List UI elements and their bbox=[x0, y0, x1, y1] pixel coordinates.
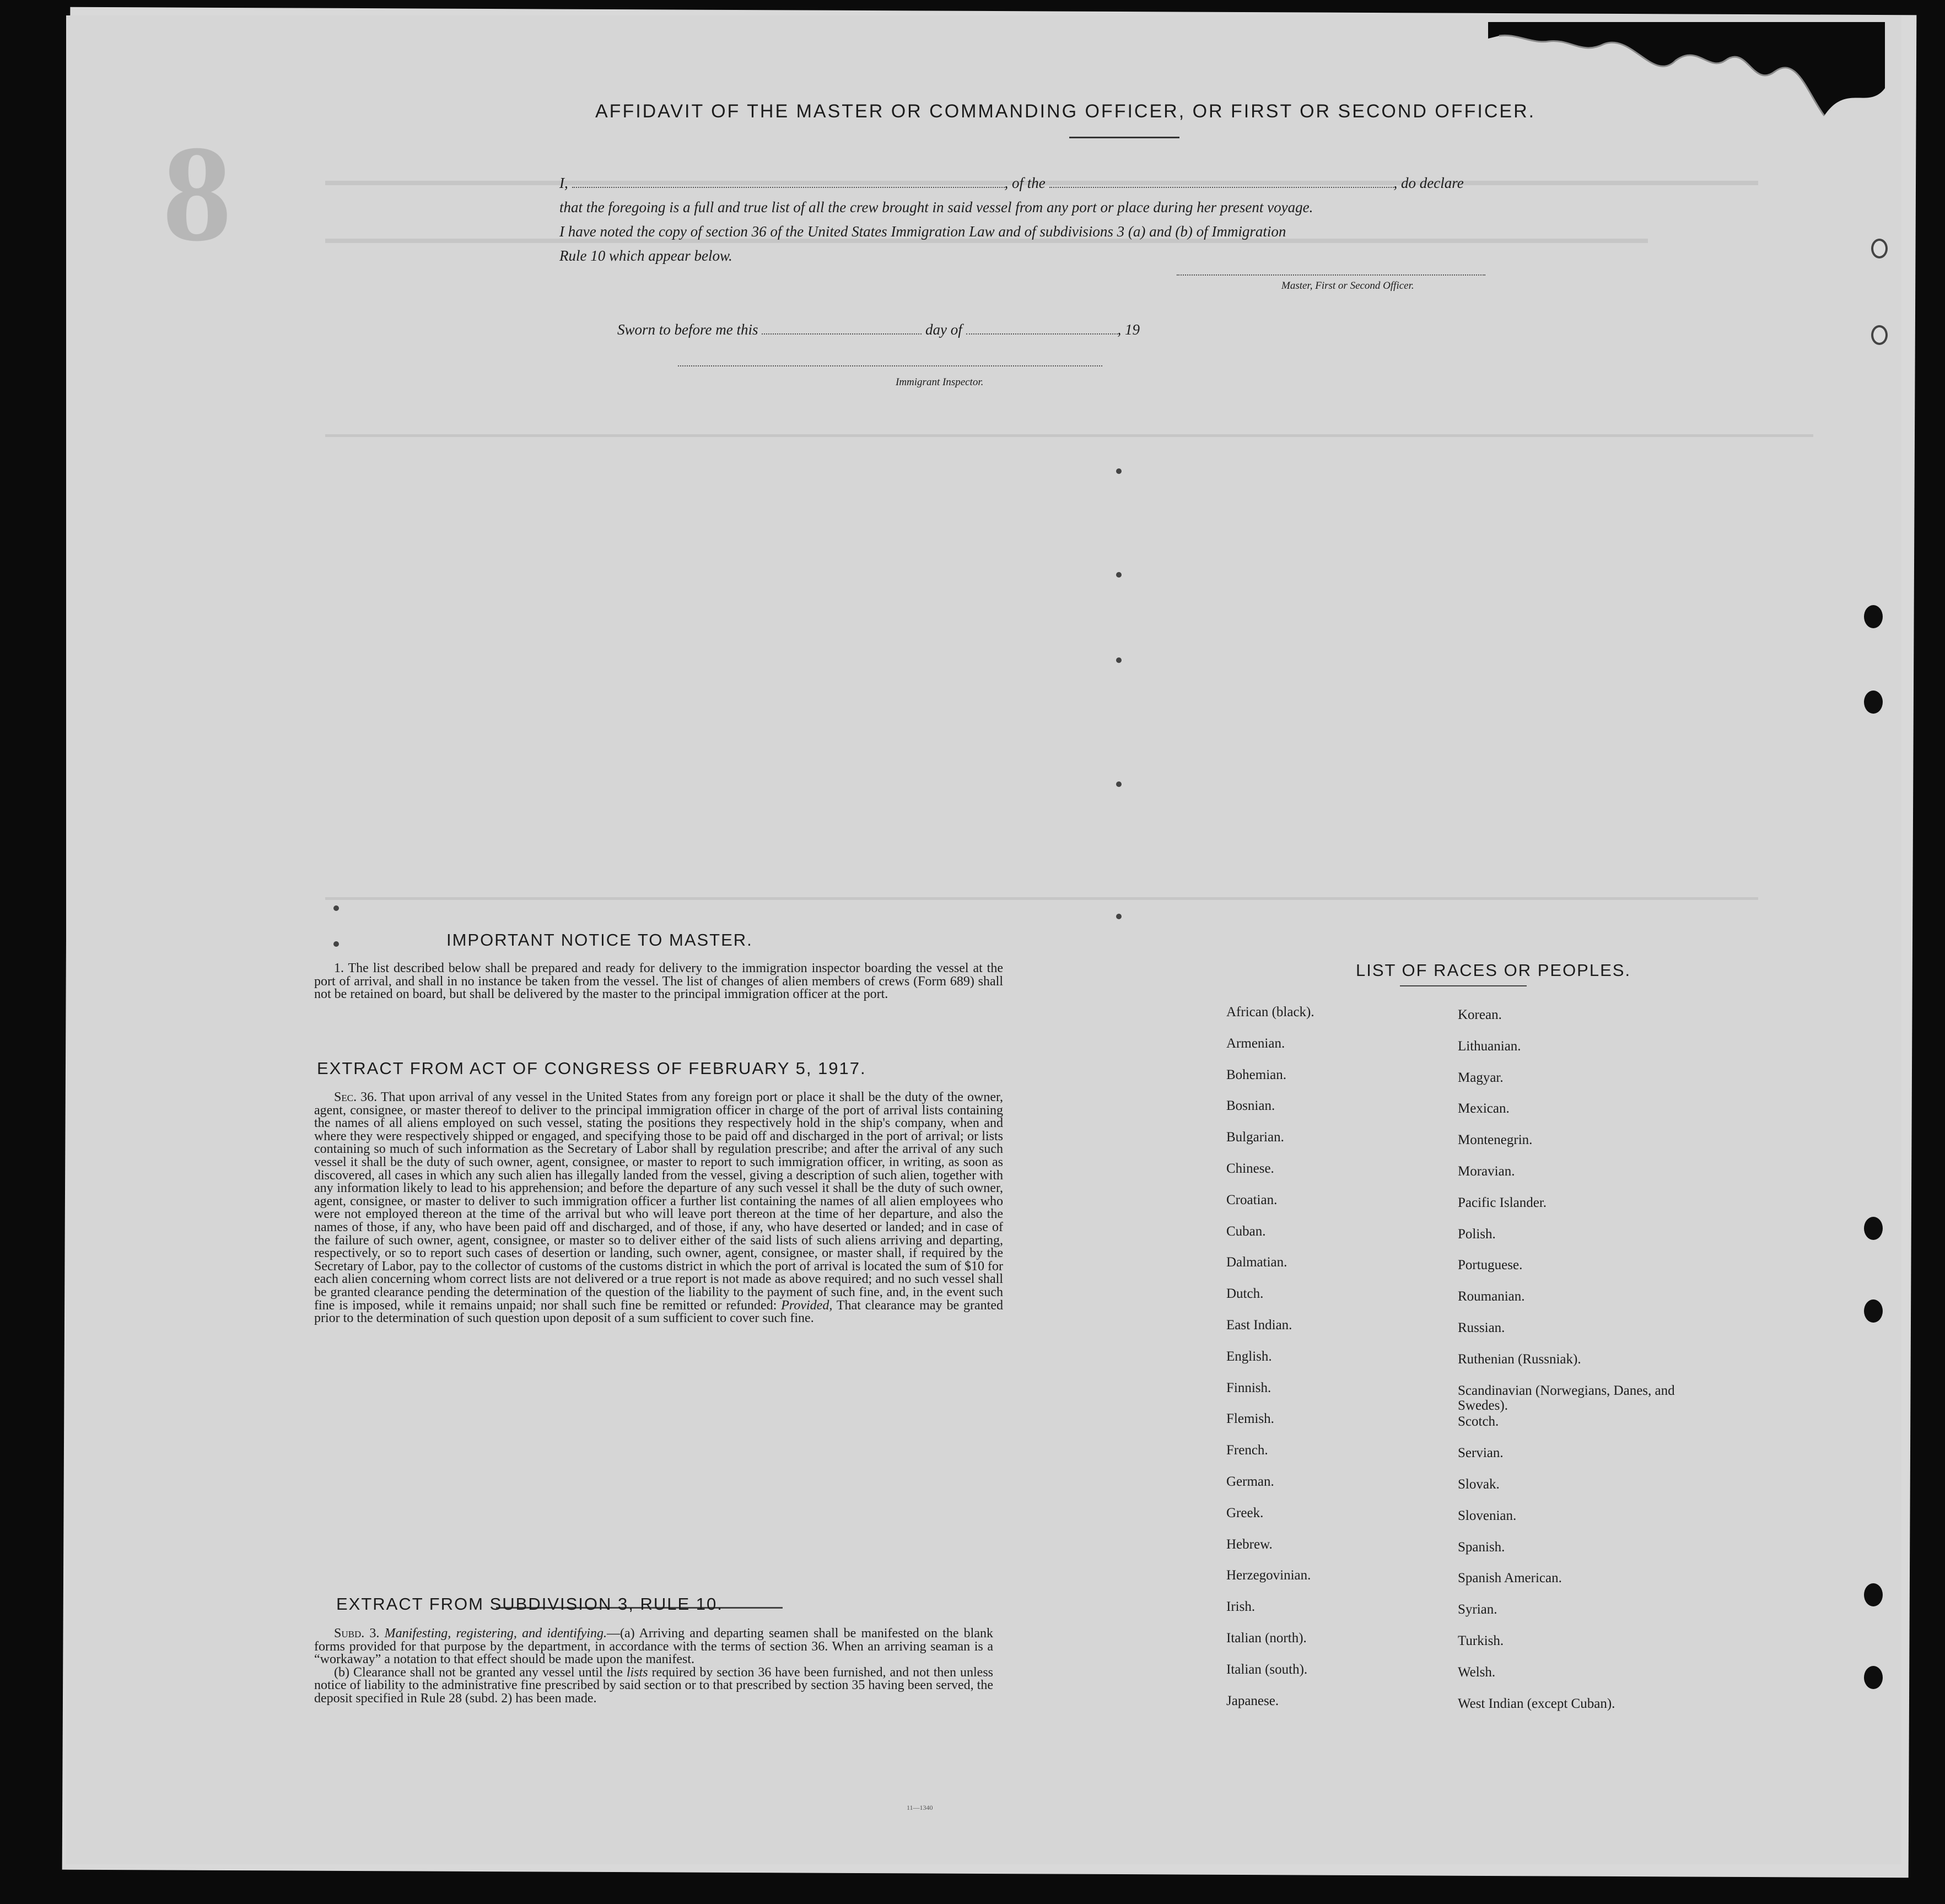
bleed-through-line bbox=[325, 434, 1813, 437]
race-item: Montenegrin. bbox=[1458, 1132, 1533, 1148]
race-item: Slovenian. bbox=[1458, 1508, 1517, 1523]
race-item: Japanese. bbox=[1226, 1693, 1279, 1708]
section-label: Sec. 36. bbox=[334, 1090, 378, 1104]
race-item: Croatian. bbox=[1226, 1192, 1278, 1207]
race-item: Syrian. bbox=[1458, 1602, 1497, 1617]
race-item: Bulgarian. bbox=[1226, 1130, 1284, 1145]
races-right-column bbox=[1458, 1007, 1678, 1727]
race-item: Korean. bbox=[1458, 1007, 1502, 1022]
race-item: Finnish. bbox=[1226, 1380, 1271, 1395]
race-item: Spanish American. bbox=[1458, 1571, 1562, 1586]
sworn-month-blank[interactable] bbox=[966, 321, 1118, 335]
race-item: French. bbox=[1226, 1443, 1268, 1458]
paragraph-b-italic: lists bbox=[626, 1665, 648, 1680]
declaration-mid: , of the bbox=[1004, 175, 1046, 191]
binder-hole bbox=[1864, 1217, 1883, 1240]
sworn-mid: day of bbox=[925, 321, 962, 338]
race-item: West Indian (except Cuban). bbox=[1458, 1696, 1615, 1711]
binder-hole bbox=[1864, 605, 1883, 628]
stray-dot bbox=[333, 905, 339, 911]
race-item: Pacific Islander. bbox=[1458, 1195, 1547, 1210]
sworn-end: , 19 bbox=[1117, 321, 1140, 338]
race-item: Scotch. bbox=[1458, 1414, 1499, 1430]
sworn-line bbox=[617, 321, 1140, 338]
race-item: Italian (south). bbox=[1226, 1662, 1308, 1677]
binder-hole bbox=[1864, 1666, 1883, 1689]
bleed-through-line bbox=[325, 897, 1758, 900]
race-item: Mexican. bbox=[1458, 1101, 1510, 1116]
act-extract-text bbox=[314, 1091, 1003, 1325]
inspector-signature-label: Immigrant Inspector. bbox=[896, 376, 984, 388]
declaration-start: I, bbox=[559, 175, 568, 191]
race-item: Lithuanian. bbox=[1458, 1038, 1521, 1054]
race-item: Herzegovinian. bbox=[1226, 1568, 1311, 1583]
race-item: Polish. bbox=[1458, 1226, 1496, 1242]
paragraph-b-start: (b) Clearance shall not be granted any vessel until the bbox=[334, 1665, 623, 1680]
sworn-day-blank[interactable] bbox=[762, 321, 922, 335]
torn-corner bbox=[1488, 22, 1885, 121]
race-item: Bosnian. bbox=[1226, 1098, 1275, 1114]
race-item: German. bbox=[1226, 1474, 1274, 1489]
name-blank[interactable] bbox=[572, 174, 1005, 188]
act-extract-title: EXTRACT FROM ACT OF CONGRESS OF FEBRUARY 5, 1917. bbox=[317, 1059, 866, 1078]
paragraph-a: —(a) Arriving and departing seamen shall be manifested on the blank forms provided for that purpose by the department, in accordance with the terms of section 36. When an arriving seaman is a “workaway” a notation to that effect should be made upon the manifest. bbox=[314, 1626, 993, 1667]
race-item: Turkish. bbox=[1458, 1633, 1504, 1648]
stray-dot bbox=[1116, 468, 1122, 474]
race-item: Dalmatian. bbox=[1226, 1255, 1287, 1270]
race-item: Greek. bbox=[1226, 1505, 1264, 1520]
declaration-line: Rule 10 which appear below. bbox=[559, 247, 732, 264]
binder-hole bbox=[1871, 239, 1888, 258]
affidavit-declaration bbox=[559, 171, 1590, 268]
race-item: Servian. bbox=[1458, 1445, 1504, 1461]
officer-signature-label: Master, First or Second Officer. bbox=[1281, 280, 1414, 292]
race-item: Chinese. bbox=[1226, 1161, 1274, 1176]
race-item: Magyar. bbox=[1458, 1070, 1504, 1085]
divider bbox=[1400, 985, 1527, 986]
rule-extract-text bbox=[314, 1627, 993, 1706]
form-code: 11—1340 bbox=[907, 1804, 933, 1811]
subdivision-label: Subd. 3. bbox=[334, 1626, 380, 1641]
stray-dot bbox=[1116, 657, 1122, 663]
rule-extract-title: EXTRACT FROM SUBDIVISION 3, RULE 10. bbox=[336, 1594, 723, 1614]
declaration-end: , do declare bbox=[1393, 175, 1464, 191]
act-body-end: That clearance may be granted prior to the determination of such question upon deposit of a sum sufficient to cover such fine. bbox=[314, 1298, 1003, 1326]
divider bbox=[1069, 137, 1179, 138]
race-item: Armenian. bbox=[1226, 1035, 1285, 1051]
race-item: Bohemian. bbox=[1226, 1067, 1287, 1082]
race-item: Moravian. bbox=[1458, 1163, 1515, 1179]
stray-dot bbox=[1116, 572, 1122, 578]
race-item: Spanish. bbox=[1458, 1539, 1505, 1555]
race-item: Flemish. bbox=[1226, 1411, 1274, 1427]
binder-hole bbox=[1864, 691, 1883, 714]
race-item: Ruthenian (Russniak). bbox=[1458, 1351, 1581, 1367]
stray-dot bbox=[1116, 781, 1122, 787]
binder-hole bbox=[1864, 1299, 1883, 1323]
race-item: Slovak. bbox=[1458, 1476, 1500, 1492]
binder-hole bbox=[1871, 325, 1888, 345]
document-page bbox=[66, 15, 1901, 1864]
race-item: African (black). bbox=[1226, 1005, 1314, 1020]
declaration-line: I have noted the copy of section 36 of the United States Immigration Law and of subdivisions 3 (a) and (b) of Immigration bbox=[559, 223, 1286, 240]
notice-paragraph: 1. The list described below shall be prepared and ready for delivery to the immigration inspector boarding the vessel at the port of arrival, and shall in no instance be taken from the vessel. The list of changes of alien members of crews (Form 689) shall not be retained on board, but shall be delivered by the master to the principal immigration officer at the port. bbox=[314, 961, 1003, 1002]
binder-hole bbox=[1864, 1583, 1883, 1606]
act-body: That upon arrival of any vessel in the United States from any foreign port or place it shall be the duty of the owner, agent, consignee, or master thereof to deliver to the principal immigration officer in charge of the port of arrival lists containing the names of all aliens employed on such vessel, stating the positions they respectively hold in the ship's company, when and where they were respectively shipped or engaged, and specifying those to be paid off and discharged in the port of arrival; or lists containing so much of such information as the Secretary of Labor shall by regulation prescribe; and after the arrival of any such vessel it shall be the duty of such owner, agent, consignee, or master to report to such immigration officer, in writing, as soon as discovered, all cases in which any such alien has illegally landed from the vessel, giving a description of such alien, together with any information likely to lead to his apprehension; and before the departure of any such vessel it shall be the duty of such owner, agent, consignee, or master to deliver to such immigration officer a further list containing the names of all alien employees who were not employed thereon at the time of the arrival but who will leave port thereon at the time of her departure, and also the names of those, if any, who have been paid off and discharged, and of those, if any, who have deserted or landed; and in case of the failure of such owner, agent, consignee, or master so to deliver either of the said lists of such aliens arriving and departing, respectively, or so to report such cases of desertion or landing, such owner, agent, consignee, or master shall, if required by the Secretary of Labor, pay to the collector of customs of the customs district in which the port of arrival is located the sum of $10 for each alien concerning whom correct lists are not delivered or a true report is not made as above required; and no such vessel shall be granted clearance pending the determination of the question of the liability to the payment of such fine, and, in the event such fine is imposed, while it remains unpaid; nor shall such fine be remitted or refunded: bbox=[314, 1090, 1004, 1313]
notice-title: IMPORTANT NOTICE TO MASTER. bbox=[446, 930, 753, 950]
race-item: East Indian. bbox=[1226, 1317, 1292, 1333]
provided-word: Provided, bbox=[781, 1298, 833, 1313]
sworn-start: Sworn to before me this bbox=[617, 321, 758, 338]
race-item: Portuguese. bbox=[1458, 1258, 1523, 1273]
race-item: Cuban. bbox=[1226, 1223, 1266, 1239]
affidavit-title: AFFIDAVIT OF THE MASTER OR COMMANDING OFFICER, OR FIRST OR SECOND OFFICER. bbox=[595, 101, 1536, 122]
notice-text bbox=[314, 962, 1003, 1001]
paragraph-b-end: required by section 36 have been furnished, and not then unless notice of liability to the administrative fine prescribed by said section or to that prescribed by section 35 having been served, the deposit specified in Rule 28 (subd. 2) has been made. bbox=[314, 1665, 994, 1706]
declaration-line: that the foregoing is a full and true list of all the crew brought in said vessel from any port or place during her present voyage. bbox=[559, 199, 1313, 215]
races-left-column bbox=[1226, 1005, 1314, 1724]
race-item: Russian. bbox=[1458, 1320, 1505, 1335]
races-title: LIST OF RACES OR PEOPLES. bbox=[1356, 961, 1631, 980]
race-item: Irish. bbox=[1226, 1599, 1256, 1615]
race-item: Hebrew. bbox=[1226, 1536, 1273, 1552]
race-item: Roumanian. bbox=[1458, 1289, 1525, 1304]
race-item: Scandinavian (Norwegians, Danes, and Swedes). bbox=[1458, 1383, 1675, 1413]
officer-signature-line[interactable] bbox=[1177, 274, 1485, 276]
stray-dot bbox=[1116, 914, 1122, 919]
race-item: Welsh. bbox=[1458, 1664, 1496, 1680]
race-item: English. bbox=[1226, 1349, 1272, 1364]
bleed-through-number: 8 bbox=[163, 117, 231, 270]
vessel-blank[interactable] bbox=[1049, 174, 1394, 188]
subdivision-heading: Manifesting, registering, and identifying. bbox=[384, 1626, 607, 1641]
race-item: Dutch. bbox=[1226, 1286, 1264, 1302]
race-item: Italian (north). bbox=[1226, 1630, 1307, 1646]
stray-dot bbox=[333, 941, 339, 947]
inspector-signature-line[interactable] bbox=[678, 365, 1102, 366]
